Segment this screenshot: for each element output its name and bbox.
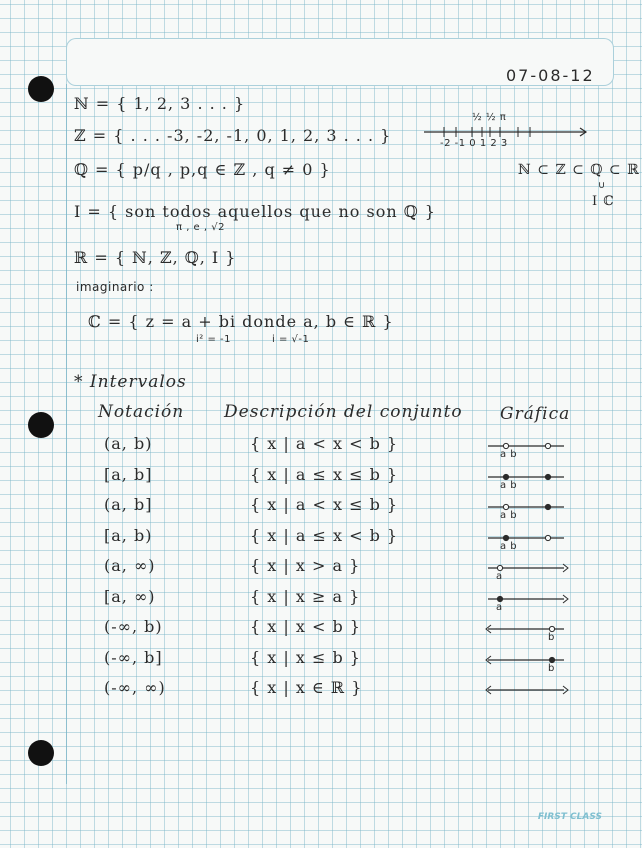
interval-graph-labels: a b bbox=[500, 510, 518, 521]
set-integers: ℤ = { . . . -3, -2, -1, 0, 1, 2, 3 . . . } bbox=[74, 126, 392, 145]
brand-mark: FIRST CLASS bbox=[537, 812, 602, 822]
interval-description: { x | a ≤ x ≤ b } bbox=[250, 464, 399, 484]
interval-graph bbox=[484, 680, 584, 704]
interval-endpoint bbox=[545, 443, 550, 448]
interval-graph-labels: b bbox=[548, 632, 555, 643]
interval-notation: (-∞, b] bbox=[104, 647, 163, 667]
interval-graph bbox=[484, 467, 584, 491]
inclusion-chain: ℕ ⊂ ℤ ⊂ ℚ ⊂ ℝ bbox=[518, 162, 640, 178]
interval-notation: (a, ∞) bbox=[104, 556, 156, 575]
interval-description: { x | x ≤ b } bbox=[250, 647, 361, 667]
interval-graph-labels: a b bbox=[500, 540, 518, 552]
interval-description: { x | x ∈ ℝ } bbox=[250, 678, 363, 697]
number-line-ticks: -2 -1 0 1 2 3 bbox=[440, 138, 508, 149]
col-description: Descripción del conjunto bbox=[224, 402, 463, 422]
interval-endpoint bbox=[549, 657, 554, 662]
interval-graph-labels: a bbox=[496, 601, 503, 613]
interval-graph bbox=[484, 650, 584, 674]
binder-hole bbox=[28, 412, 54, 438]
interval-endpoint bbox=[503, 504, 508, 509]
interval-endpoint bbox=[497, 596, 502, 601]
imaginary-label: imaginario : bbox=[76, 280, 154, 294]
interval-description: { x | x < b } bbox=[250, 617, 361, 636]
interval-endpoint bbox=[549, 626, 554, 631]
interval-endpoint bbox=[545, 474, 550, 479]
interval-graph-labels: a bbox=[496, 571, 503, 582]
interval-endpoint bbox=[503, 443, 508, 448]
complex-note-i-root: i = √-1 bbox=[272, 334, 310, 345]
interval-endpoint bbox=[545, 535, 550, 540]
binder-hole bbox=[28, 740, 54, 766]
interval-graph-labels: a b bbox=[500, 479, 518, 491]
set-rationals: ℚ = { p/q , p,q ∈ ℤ , q ≠ 0 } bbox=[74, 160, 331, 179]
interval-graph-labels: a b bbox=[500, 449, 518, 460]
complex-note-i-squared: i² = -1 bbox=[196, 334, 231, 345]
interval-endpoint bbox=[497, 565, 502, 570]
interval-notation: (a, b] bbox=[104, 495, 153, 514]
interval-notation: [a, ∞) bbox=[104, 586, 156, 606]
date: 07-08-12 bbox=[506, 66, 595, 85]
interval-graph-labels: b bbox=[548, 662, 555, 674]
set-irrationals: I = { son todos aquellos que no son ℚ } bbox=[74, 202, 436, 221]
col-graph: Gráfica bbox=[500, 404, 571, 424]
interval-notation: (a, b) bbox=[104, 434, 153, 453]
interval-graph bbox=[484, 619, 584, 643]
interval-graph bbox=[484, 528, 584, 552]
interval-description: { x | x ≥ a } bbox=[250, 586, 361, 606]
number-line-marks: ½ ½ π bbox=[472, 112, 507, 123]
binder-hole bbox=[28, 76, 54, 102]
interval-notation: (-∞, ∞) bbox=[104, 678, 166, 697]
inclusion-union: ∪ bbox=[598, 180, 606, 191]
interval-description: { x | a ≤ x < b } bbox=[250, 525, 399, 545]
set-naturals: ℕ = { 1, 2, 3 . . . } bbox=[74, 94, 246, 113]
interval-notation: [a, b) bbox=[104, 525, 153, 545]
interval-description: { x | a < x ≤ b } bbox=[250, 495, 399, 514]
interval-graph bbox=[484, 436, 584, 460]
interval-endpoint bbox=[503, 474, 508, 479]
interval-endpoint bbox=[503, 535, 508, 540]
margin-line bbox=[66, 84, 67, 784]
irrational-examples: π , e , √2 bbox=[176, 222, 225, 233]
interval-notation: [a, b] bbox=[104, 464, 153, 484]
intervals-heading: * Intervalos bbox=[74, 372, 187, 392]
set-reals: ℝ = { ℕ, ℤ, ℚ, I } bbox=[74, 248, 237, 267]
col-notation: Notación bbox=[98, 402, 185, 422]
set-complex: ℂ = { z = a + bi donde a, b ∈ ℝ } bbox=[88, 312, 394, 331]
interval-graph bbox=[484, 497, 584, 521]
interval-endpoint bbox=[545, 504, 550, 509]
interval-notation: (-∞, b) bbox=[104, 617, 163, 636]
inclusion-sub: I ℂ bbox=[592, 194, 615, 209]
interval-description: { x | a < x < b } bbox=[250, 434, 399, 453]
interval-description: { x | x > a } bbox=[250, 556, 361, 575]
